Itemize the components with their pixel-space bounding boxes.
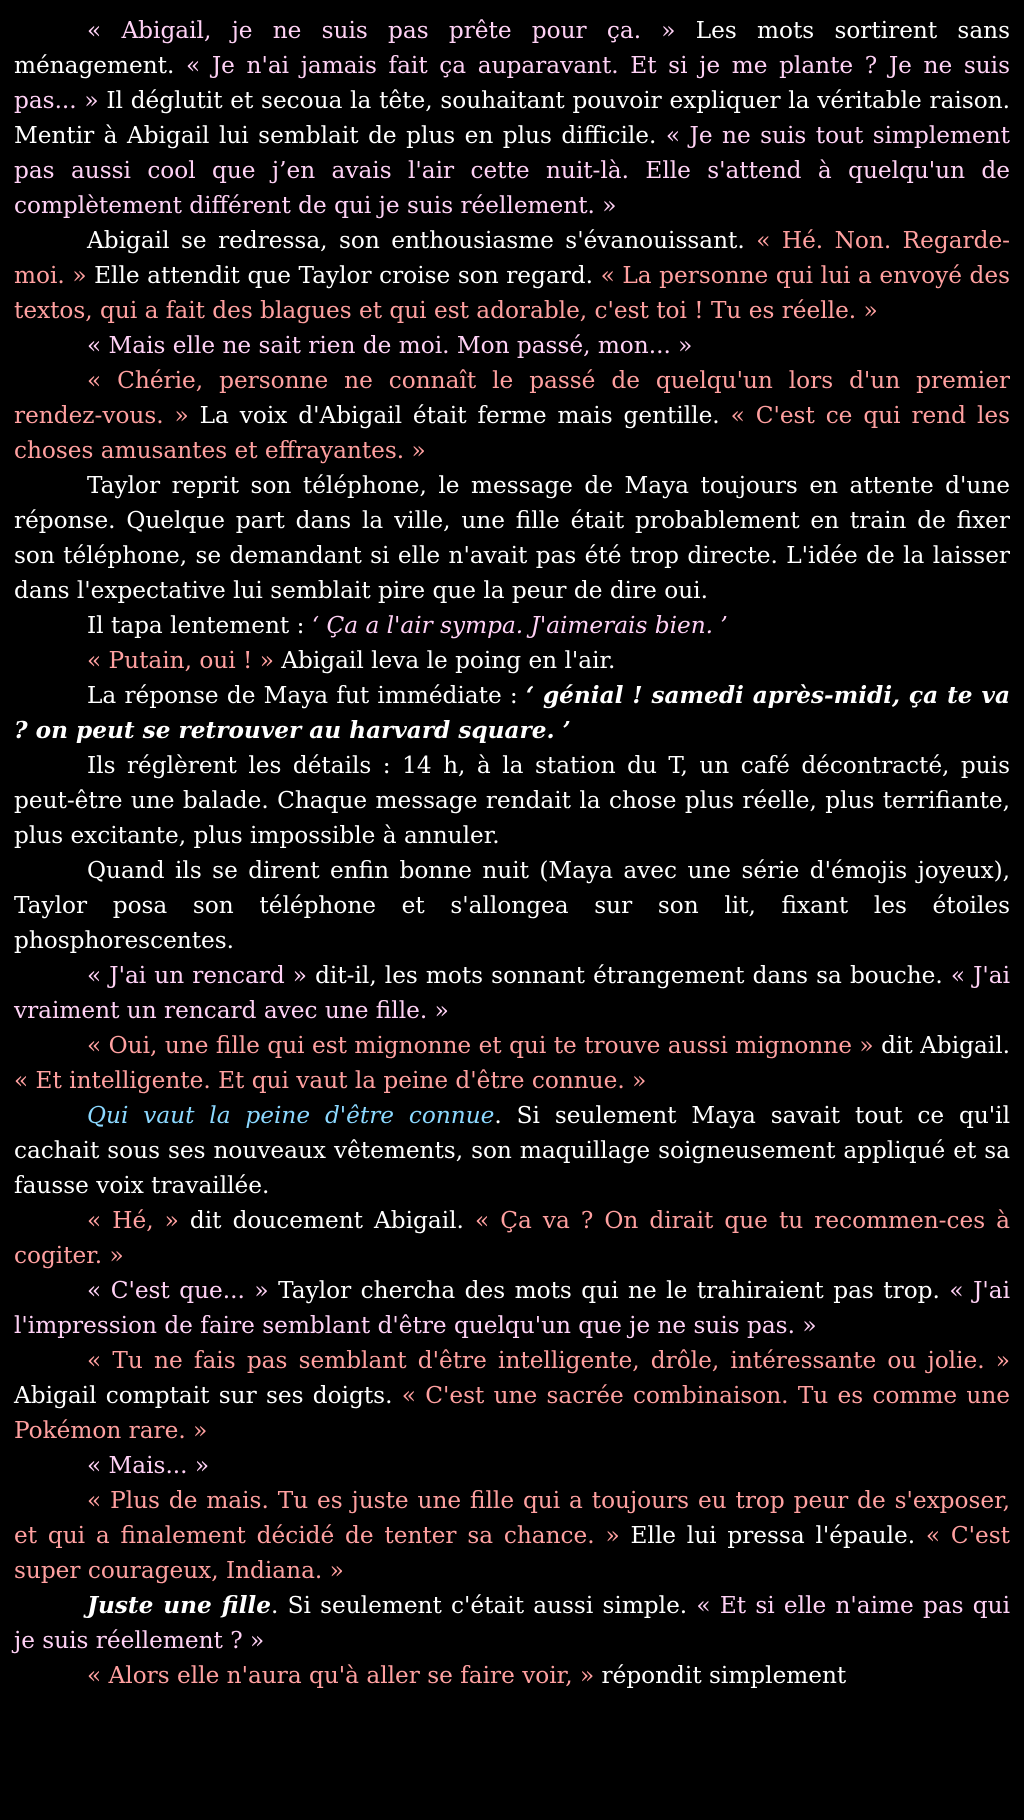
taylor-dialogue: « Mais... » <box>87 1452 210 1479</box>
narration-text: Les mots sortirent sans ménagement. <box>14 17 1010 79</box>
narration-text: dit-il, les mots sonnant étrangement dans sa bouche. <box>307 962 951 989</box>
paragraph <box>14 363 1010 468</box>
paragraph <box>14 1343 1010 1448</box>
paragraph <box>14 1098 1010 1203</box>
emphasized-thought: Qui vaut la peine d'être connue <box>87 1102 495 1129</box>
paragraph <box>14 1203 1010 1273</box>
taylor-dialogue: « Je n'ai jamais fait ça auparavant. Et si je me plante ? Je ne suis pas... » <box>14 52 1010 114</box>
narration-text: La voix d'Abigail était ferme mais gentille. <box>188 402 731 429</box>
abigail-dialogue: « Alors elle n'aura qu'à aller se faire voir, » <box>87 1662 595 1689</box>
narration-text: Ils réglèrent les détails : 14 h, à la station du T, un café décontracté, puis peut-être une balade. Chaque message rendait la chose plus réelle, plus terrifiante, plus excitante, plus impossible à annuler. <box>14 752 1010 849</box>
abigail-dialogue: « Ça va ? On dirait que tu recommen-ces à cogiter. » <box>14 1207 1010 1269</box>
abigail-dialogue: « Putain, oui ! » <box>87 647 274 674</box>
narration-text: répondit simplement <box>594 1662 847 1689</box>
paragraph <box>14 958 1010 1028</box>
taylor-dialogue: ‘ Ça a l'air sympa. J'aimerais bien. ’ <box>311 612 728 639</box>
taylor-dialogue: « J'ai un rencard » <box>87 962 307 989</box>
abigail-dialogue: « Hé. Non. Regarde-moi. » <box>14 227 1010 289</box>
narration-text: Quand ils se dirent enfin bonne nuit (Maya avec une série d'émojis joyeux), Taylor posa son téléphone et s'allongea sur son lit, fixant les étoiles phosphorescentes. <box>14 857 1010 954</box>
narration-text: Abigail comptait sur ses doigts. <box>14 1382 402 1409</box>
taylor-dialogue: « J'ai l'impression de faire semblant d'être quelqu'un que je ne suis pas. » <box>14 1277 1011 1339</box>
paragraph <box>14 1483 1010 1588</box>
story-text <box>14 13 1010 1693</box>
narration-text: Taylor reprit son téléphone, le message de Maya toujours en attente d'une réponse. Quelque part dans la ville, une fille était probablement en train de fixer son téléphone, se demandant si elle n'avait pas été trop directe. L'idée de la laisser dans l'expectative lui semblait pire que la peur de dire oui. <box>14 472 1010 604</box>
narration-text: Taylor chercha des mots qui ne le trahiraient pas trop. <box>268 1277 950 1304</box>
text-message: ‘ génial ! samedi après-midi, ça te va ? on peut se retrouver au harvard square. ’ <box>14 682 1010 744</box>
taylor-dialogue: « Et si elle n'aime pas qui je suis réellement ? » <box>14 1592 1010 1654</box>
abigail-dialogue: « Chérie, personne ne connaît le passé de quelqu'un lors d'un premier rendez-vous. » <box>14 367 1010 429</box>
narration-text: Il déglutit et secoua la tête, souhaitant pouvoir expliquer la véritable raison. Mentir à Abigail lui semblait de plus en plus difficile. <box>14 87 1010 149</box>
paragraph <box>14 328 1010 363</box>
narration-text: . Si seulement Maya savait tout ce qu'il cachait sous ses nouveaux vêtements, son maquillage soigneusement appliqué et sa fausse voix travaillée. <box>14 1102 1010 1199</box>
narration-text: . Si seulement c'était aussi simple. <box>270 1592 697 1619</box>
narration-text: Abigail leva le poing en l'air. <box>273 647 616 674</box>
paragraph <box>14 468 1010 608</box>
abigail-dialogue: « Hé, » <box>87 1207 179 1234</box>
taylor-dialogue: « J'ai vraiment un rencard avec une fille. » <box>14 962 1010 1024</box>
paragraph <box>14 1028 1010 1098</box>
taylor-dialogue: « Je ne suis tout simplement pas aussi cool que j’en avais l'air cette nuit-là. Elle s'attend à quelqu'un de complètement différent de qui je suis réellement. » <box>14 122 1010 219</box>
abigail-dialogue: « La personne qui lui a envoyé des textos, qui a fait des blagues et qui est adorable, c'est toi ! Tu es réelle. » <box>14 262 1011 324</box>
paragraph <box>14 1588 1010 1658</box>
narration-text: Abigail se redressa, son enthousiasme s'évanouissant. <box>87 227 757 254</box>
abigail-dialogue: « Et intelligente. Et qui vaut la peine d'être connue. » <box>14 1067 647 1094</box>
narration-text: dit doucement Abigail. <box>178 1207 475 1234</box>
paragraph <box>14 13 1010 223</box>
narration-text: Il tapa lentement : <box>87 612 312 639</box>
abigail-dialogue: « C'est ce qui rend les choses amusantes et effrayantes. » <box>14 402 1010 464</box>
narration-text: Elle lui pressa l'épaule. <box>619 1522 926 1549</box>
paragraph <box>14 1658 1010 1693</box>
paragraph <box>14 678 1010 748</box>
taylor-dialogue: « Abigail, je ne suis pas prête pour ça. » <box>87 17 676 44</box>
narration-text: dit Abigail. <box>873 1032 1010 1059</box>
taylor-dialogue: « C'est que... » <box>87 1277 269 1304</box>
paragraph <box>14 643 1010 678</box>
abigail-dialogue: « C'est une sacrée combinaison. Tu es comme une Pokémon rare. » <box>14 1382 1010 1444</box>
paragraph <box>14 608 1010 643</box>
abigail-dialogue: « Plus de mais. Tu es juste une fille qui a toujours eu trop peur de s'exposer, et qui a finalement décidé de tenter sa chance. » <box>14 1487 1010 1549</box>
paragraph <box>14 853 1010 958</box>
taylor-dialogue: « Mais elle ne sait rien de moi. Mon passé, mon... » <box>87 332 693 359</box>
abigail-dialogue: « Oui, une fille qui est mignonne et qui te trouve aussi mignonne » <box>87 1032 874 1059</box>
paragraph <box>14 223 1010 328</box>
paragraph <box>14 1273 1010 1343</box>
abigail-dialogue: « Tu ne fais pas semblant d'être intelligente, drôle, intéressante ou jolie. » <box>87 1347 1010 1374</box>
narration-text: Elle attendit que Taylor croise son regard. <box>86 262 601 289</box>
emphasized-phrase: Juste une fille <box>87 1592 271 1619</box>
narration-text: La réponse de Maya fut immédiate : <box>87 682 526 709</box>
paragraph <box>14 748 1010 853</box>
abigail-dialogue: « C'est super courageux, Indiana. » <box>14 1522 1010 1584</box>
paragraph <box>14 1448 1010 1483</box>
